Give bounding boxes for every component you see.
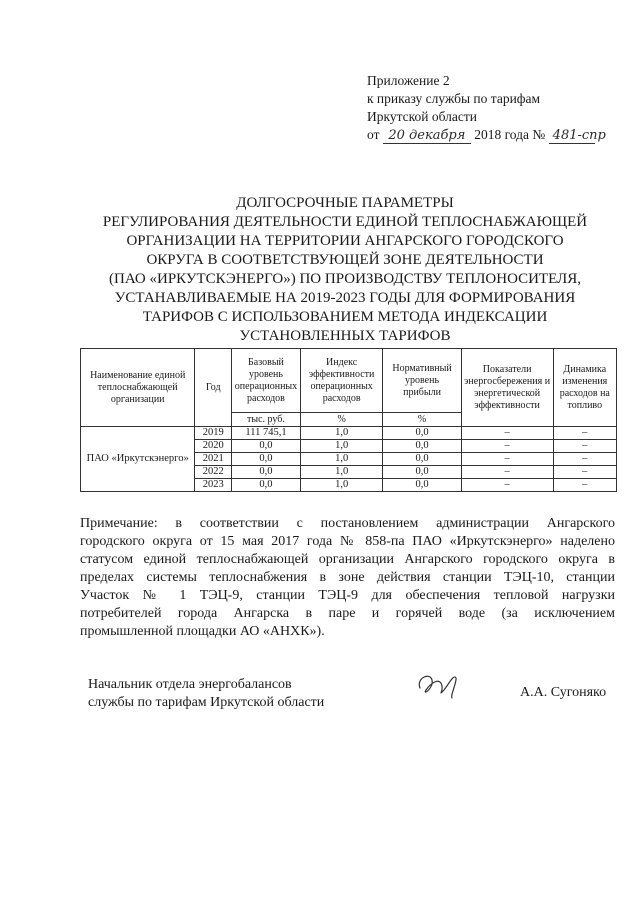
appendix-block <box>367 72 606 144</box>
cell-norm: 0,0 <box>383 440 461 453</box>
cell-year: 2020 <box>195 440 232 453</box>
cell-norm: 0,0 <box>383 453 461 466</box>
cell-norm: 0,0 <box>383 479 461 492</box>
handwritten-date: 20 декабря <box>383 129 471 144</box>
cell-year: 2021 <box>195 453 232 466</box>
document-title <box>80 194 610 346</box>
cell-index: 1,0 <box>300 427 383 440</box>
position-line: Начальник отдела энергобалансов <box>88 677 292 692</box>
appendix-date-line <box>367 126 606 144</box>
cell-norm: 0,0 <box>383 427 461 440</box>
header-norm: Нормативный уровень прибыли <box>383 349 461 413</box>
note-line: промышленной площадки АО «АНХК»). <box>80 624 325 639</box>
unit-norm: % <box>383 413 461 427</box>
header-dynamics: Динамика изменения расходов на топливо <box>553 349 616 427</box>
cell-dynamics: – <box>553 427 616 440</box>
cell-norm: 0,0 <box>383 466 461 479</box>
appendix-year: 2018 года № <box>474 127 546 142</box>
unit-index: % <box>300 413 383 427</box>
org-name-cell: ПАО «Иркутскэнерго» <box>81 427 195 492</box>
cell-index: 1,0 <box>300 440 383 453</box>
note-line: потребителей города Ангарска в паре и горячей воде (за исключением <box>80 606 615 621</box>
parameters-table <box>80 348 617 492</box>
cell-energy: – <box>461 453 553 466</box>
handwritten-signature <box>410 666 470 706</box>
title-line: ТАРИФОВ С ИСПОЛЬЗОВАНИЕМ МЕТОДА ИНДЕКСАЦИИ <box>142 309 548 325</box>
header-org: Наименование единой теплоснабжающей организации <box>81 349 195 427</box>
cell-energy: – <box>461 479 553 492</box>
cell-year: 2023 <box>195 479 232 492</box>
cell-base: 0,0 <box>232 466 301 479</box>
cell-energy: – <box>461 427 553 440</box>
unit-base: тыс. руб. <box>232 413 301 427</box>
table-row <box>81 427 617 440</box>
note-paragraph <box>80 515 615 641</box>
position-line: службы по тарифам Иркутской области <box>88 695 325 710</box>
cell-base: 0,0 <box>232 440 301 453</box>
appendix-order-ref: к приказу службы по тарифам <box>367 91 541 106</box>
note-line: статусом единой теплоснабжающей организации Ангарского городского округа в <box>80 552 615 567</box>
note-line: пределах системы теплоснабжения в зоне действия станции ТЭЦ-10, станции <box>80 570 615 585</box>
signatory-position <box>88 676 324 712</box>
header-base: Базовый уровень операционных расходов <box>232 349 301 413</box>
title-line: ОКРУГА В СООТВЕТСТВУЮЩЕЙ ЗОНЕ ДЕЯТЕЛЬНОСТИ <box>146 252 544 268</box>
cell-year: 2022 <box>195 466 232 479</box>
handwritten-order-number: 481-спр <box>549 129 595 144</box>
appendix-from: от <box>367 127 380 142</box>
title-line: РЕГУЛИРОВАНИЯ ДЕЯТЕЛЬНОСТИ ЕДИНОЙ ТЕПЛОСНАБЖАЮЩЕЙ <box>102 214 588 230</box>
cell-energy: – <box>461 440 553 453</box>
signatory-name: А.А. Сугоняко <box>520 685 607 700</box>
cell-index: 1,0 <box>300 479 383 492</box>
header-energy: Показатели энергосбережения и энергетической эффективности <box>461 349 553 427</box>
cell-energy: – <box>461 466 553 479</box>
appendix-title: Приложение 2 <box>367 73 450 88</box>
cell-year: 2019 <box>195 427 232 440</box>
title-line: (ПАО «ИРКУТСКЭНЕРГО») ПО ПРОИЗВОДСТВУ ТЕПЛОНОСИТЕЛЯ, <box>109 271 581 287</box>
title-line: ДОЛГОСРОЧНЫЕ ПАРАМЕТРЫ <box>236 195 454 211</box>
appendix-region: Иркутской области <box>367 109 478 124</box>
note-line: Участок № 1 ТЭЦ-9, станции ТЭЦ-9 для обеспечения тепловой нагрузки <box>80 588 615 603</box>
header-index: Индекс эффективности операционных расходов <box>300 349 383 413</box>
cell-base: 0,0 <box>232 479 301 492</box>
cell-base: 111 745,1 <box>232 427 301 440</box>
note-line: городского округа от 15 мая 2017 года № 858-па ПАО «Иркутскэнерго» наделено <box>80 534 615 549</box>
title-line: УСТАНАВЛИВАЕМЫЕ НА 2019-2023 ГОДЫ ДЛЯ ФОРМИРОВАНИЯ <box>114 290 576 306</box>
note-line: Примечание: в соответствии с постановлением администрации Ангарского <box>80 516 615 531</box>
title-line: ОРГАНИЗАЦИИ НА ТЕРРИТОРИИ АНГАРСКОГО ГОРОДСКОГО <box>126 233 564 249</box>
cell-index: 1,0 <box>300 453 383 466</box>
cell-dynamics: – <box>553 466 616 479</box>
cell-dynamics: – <box>553 479 616 492</box>
header-year: Год <box>195 349 232 427</box>
cell-index: 1,0 <box>300 466 383 479</box>
cell-dynamics: – <box>553 453 616 466</box>
cell-base: 0,0 <box>232 453 301 466</box>
title-line: УСТАНОВЛЕННЫХ ТАРИФОВ <box>239 328 451 344</box>
cell-dynamics: – <box>553 440 616 453</box>
